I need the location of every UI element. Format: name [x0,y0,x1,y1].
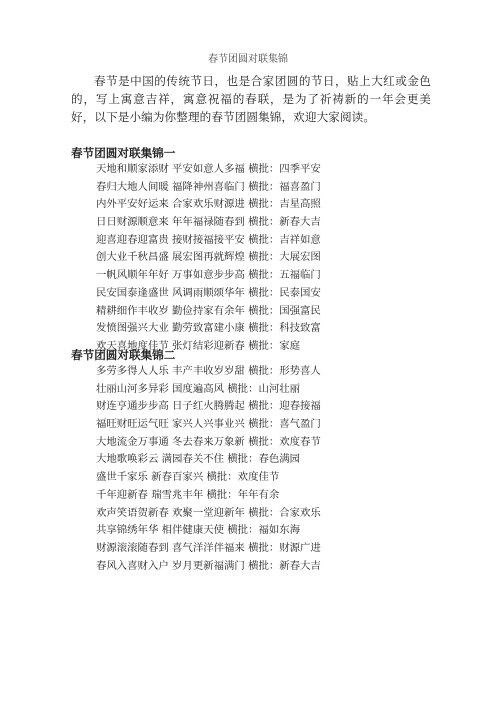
couplet-section-1 [71,145,431,356]
couplet-line: 财连亨通步步高 日子红火腾腾起 横批：迎春接福 [96,400,321,413]
couplet-list [71,161,431,356]
couplet-line: 财源滚滚随春到 喜气洋洋伴福来 横批：财源广进 [96,541,321,554]
couplet-line: 春归大地人间暖 福降神州喜临门 横批：福喜盈门 [96,180,321,193]
couplet-line: 一帆风顺年年好 万事如意步步高 横批：五福临门 [96,269,321,282]
couplet-line: 精耕细作丰收岁 勤俭持家有余年 横批：国强富民 [96,304,321,317]
couplet-line: 日日财源顺意来 年年福禄随春到 横批：新春大吉 [96,216,321,229]
intro-paragraph: 春节是中国的传统节日，也是合家团圆的节日，贴上大红或金色的，写上寓意吉祥，寓意祝福的春联，是为了祈祷新的一年会更美好，以下是小编为你整理的春节团圆集锦，欢迎大家阅读。 [71,74,431,124]
couplet-line: 欢声笑语贺新春 欢聚一堂迎新年 横批：合家欢乐 [96,506,321,519]
couplet-line: 福旺财旺运气旺 家兴人兴事业兴 横批：喜气盈门 [96,418,321,431]
couplet-line: 迎喜迎春迎富贵 接财接福接平安 横批：吉祥如意 [96,233,321,246]
couplet-line: 欢天喜地度佳节 张灯结彩迎新春 横批：家庭 [96,339,301,352]
section-heading: 春节团圆对联集锦一 [71,146,176,160]
couplet-line: 内外平安好运来 合家欢乐财源进 横批：吉星高照 [96,198,321,211]
couplet-section-2 [71,347,431,575]
page-title: 春节团圆对联集锦 [208,54,288,65]
couplet-line: 大地歌唤彩云 满园春关不住 横批：春色满园 [96,453,301,466]
couplet-line: 多劳多得人人乐 丰产丰收岁岁甜 横批：形势喜人 [96,365,321,377]
couplet-line: 共享锦绣年华 相伴健康天使 横批：福如东海 [96,524,301,537]
couplet-line: 春风入喜财入户 岁月更新福满门 横批：新春大吉 [96,559,321,572]
couplet-line: 天地和顺家添财 平安如意人多福 横批：四季平安 [96,163,321,175]
couplet-line: 发愤图强兴大业 勤劳致富建小康 横批：科技致富 [96,322,321,335]
couplet-line: 民安国泰逢盛世 风调雨顺颂华年 横批：民泰国安 [96,286,321,299]
couplet-line: 千年迎新春 瑞雪兆丰年 横批：年年有余 [96,488,280,501]
couplet-line: 大地流金万事通 冬去春来万象新 横批：欢度春节 [96,435,321,448]
section-heading: 春节团圆对联集锦二 [71,348,176,362]
couplet-list [71,363,431,575]
couplet-line: 盛世千家乐 新春百家兴 横批：欢度佳节 [96,471,280,484]
couplet-line: 壮丽山河多异彩 国度遍高风 横批：山河壮丽 [96,382,301,395]
couplet-line: 创大业千秋昌盛 展宏图再就辉煌 横批：大展宏图 [96,251,321,264]
